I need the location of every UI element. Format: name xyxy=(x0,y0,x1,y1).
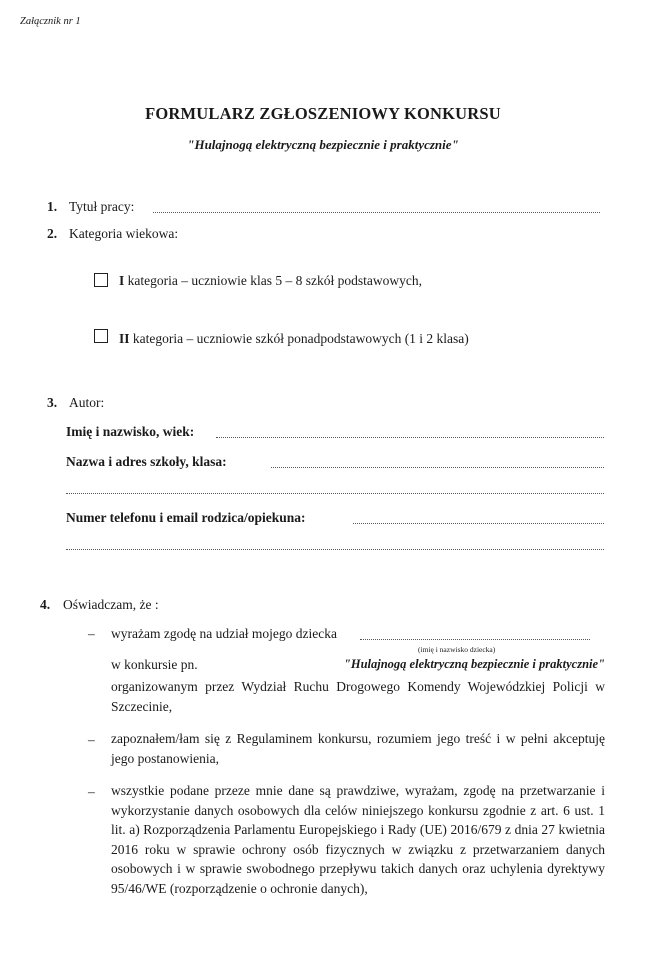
regulations-acceptance-text: zapoznałem/łam się z Regulaminem konkursu, rozumiem jego treść i w pełni akceptuję jego postanowienia, xyxy=(111,731,605,766)
category-2-checkbox[interactable] xyxy=(94,329,108,343)
bullet-dash: – xyxy=(88,626,95,641)
contest-prefix: w konkursie pn. xyxy=(111,657,198,672)
school-label: Nazwa i adres szkoły, klasa: xyxy=(66,454,227,469)
parent-contact-label: Numer telefonu i email rodzica/opiekuna: xyxy=(66,510,306,525)
child-name-hint: (imię i nazwisko dziecka) xyxy=(418,645,496,654)
name-age-label: Imię i nazwisko, wiek: xyxy=(66,424,195,439)
age-category-label: Kategoria wiekowa: xyxy=(69,226,179,241)
section-2-number: 2. xyxy=(47,226,58,241)
title-of-work-field[interactable] xyxy=(153,212,600,213)
category-2-text: kategoria – uczniowie szkół ponadpodstawowych (1 i 2 klasa) xyxy=(129,331,469,346)
contest-name-line xyxy=(111,657,605,673)
category-1-roman: I xyxy=(119,273,125,288)
child-name-field[interactable] xyxy=(360,639,590,640)
bullet-dash: – xyxy=(88,732,95,747)
category-1-checkbox[interactable] xyxy=(94,273,108,287)
section-3-number: 3. xyxy=(47,395,58,410)
data-processing-consent-text: wszystkie podane przeze mnie dane są prawdziwe, wyrażam, zgodę na przetwarzanie i wykorzystanie danych osobowych dla celów niniejszego konkursu zgodnie z art. 6 ust. 1 lit. a) Rozporządzenia Parlamentu Europejskiego i Rady (UE) 2016/679 z dnia 27 kwietnia 2016 roku w sprawie ochrony osób fizycznych w związku z przetwarzaniem danych osobowych i w sprawie swobodnego przepływu takich danych oraz uchylenia dyrektywy 95/46/WE (rozporządzenie o ochronie danych), xyxy=(111,783,605,896)
form-title: FORMULARZ ZGŁOSZENIOWY KONKURSU xyxy=(145,104,501,123)
contest-name: "Hulajnogą elektryczną bezpiecznie i praktycznie" xyxy=(343,657,605,671)
category-2-roman: II xyxy=(119,331,130,346)
school-field-continuation[interactable] xyxy=(66,493,604,494)
declaration-label: Oświadczam, że : xyxy=(63,597,159,612)
author-label: Autor: xyxy=(69,395,105,410)
attachment-label: Załącznik nr 1 xyxy=(20,16,81,27)
parent-contact-field[interactable] xyxy=(353,523,604,524)
category-1-text: kategoria – uczniowie klas 5 – 8 szkół podstawowych, xyxy=(124,273,422,288)
section-1-number: 1. xyxy=(47,199,58,214)
bullet-dash: – xyxy=(88,784,95,799)
section-4-number: 4. xyxy=(40,597,51,612)
category-2-option xyxy=(119,331,469,347)
consent-participation-rest: organizowanym przez Wydział Ruchu Drogowego Komendy Wojewódzkiej Policji w Szczecinie, xyxy=(111,679,605,714)
title-of-work-label: Tytuł pracy: xyxy=(69,199,135,214)
consent-participation-text: wyrażam zgodę na udział mojego dziecka xyxy=(111,626,338,641)
parent-contact-field-continuation[interactable] xyxy=(66,549,604,550)
name-age-field[interactable] xyxy=(216,437,604,438)
form-subtitle: "Hulajnogą elektryczną bezpiecznie i praktycznie" xyxy=(187,137,459,152)
school-field[interactable] xyxy=(271,467,604,468)
category-1-option xyxy=(119,273,422,289)
